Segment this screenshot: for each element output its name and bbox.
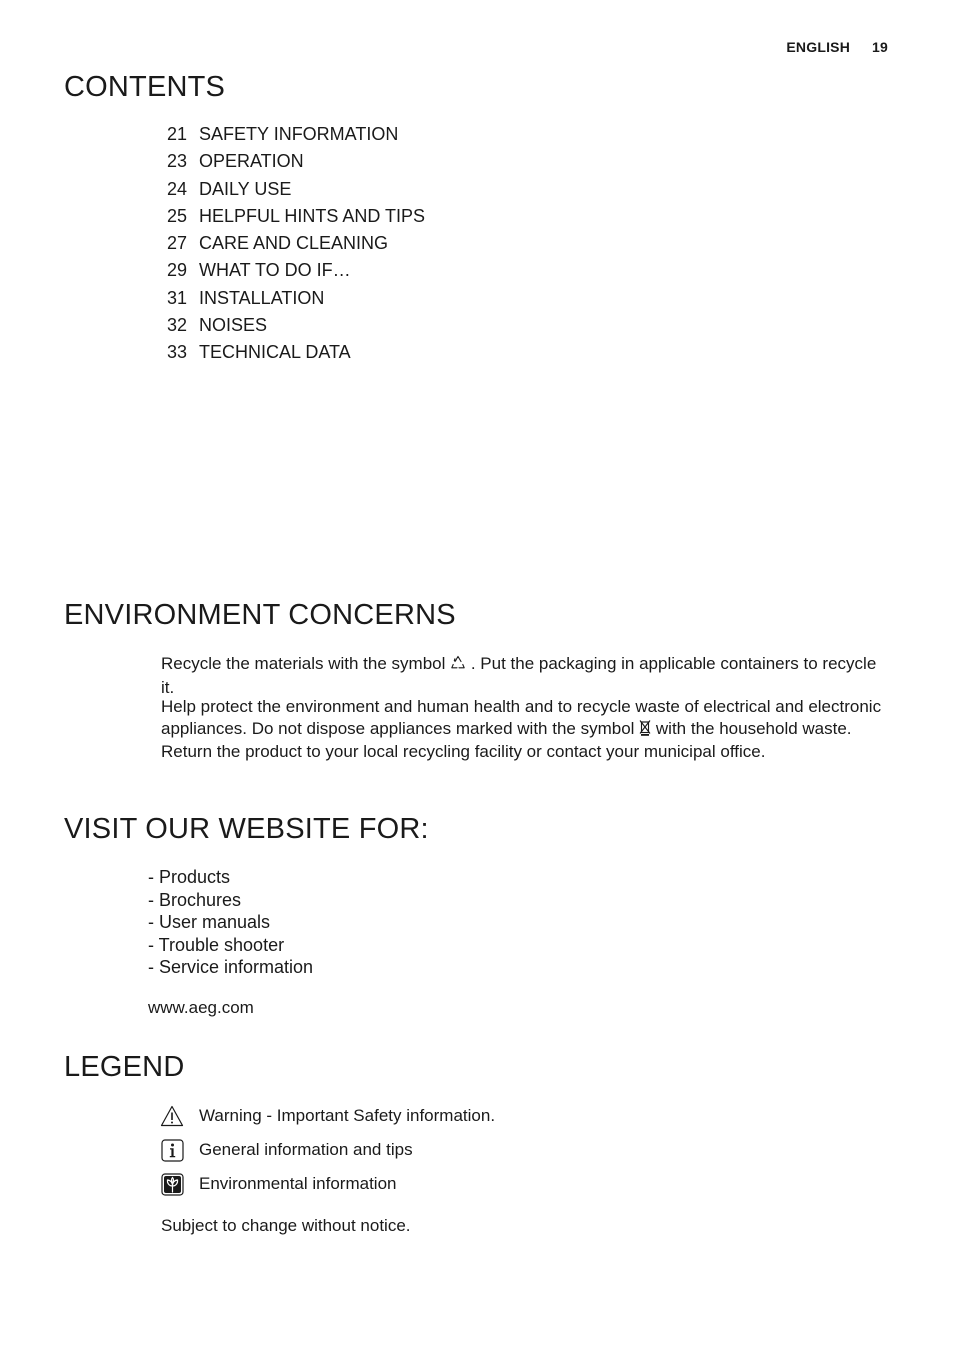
website-list — [148, 866, 313, 979]
toc-label: HELPFUL HINTS AND TIPS — [199, 205, 426, 226]
legend-item-warning — [160, 1104, 496, 1128]
toc-page-number: 24 — [166, 178, 187, 199]
environment-text: Recycle the materials with the symbol — [161, 654, 446, 673]
warning-icon — [160, 1104, 184, 1128]
toc-item[interactable] — [160, 148, 425, 175]
list-item: - Products — [148, 867, 231, 887]
legend-item-info — [160, 1138, 413, 1162]
legend-label: General information and tips — [199, 1140, 413, 1159]
environment-paragraph-2 — [161, 696, 891, 763]
toc-label: WHAT TO DO IF… — [199, 260, 351, 281]
environment-text: with the household waste. Return the product to your local recycling facility or contact your municipal office. — [161, 718, 852, 761]
toc-label: INSTALLATION — [199, 287, 325, 308]
toc-item[interactable] — [160, 203, 425, 230]
toc-label: SAFETY INFORMATION — [199, 124, 399, 144]
page-header — [786, 39, 888, 55]
toc-item[interactable] — [160, 121, 425, 148]
legend-item-environment — [160, 1172, 397, 1196]
toc-item[interactable] — [160, 285, 425, 312]
toc-page-number: 27 — [166, 233, 187, 254]
toc-label: CARE AND CLEANING — [199, 233, 389, 254]
table-of-contents — [160, 121, 425, 367]
toc-page-number: 33 — [166, 342, 187, 363]
website-url[interactable]: www.aeg.com — [148, 998, 254, 1017]
toc-page-number: 29 — [166, 260, 187, 281]
toc-page-number: 31 — [166, 287, 187, 308]
environment-heading: ENVIRONMENT CONCERNS — [64, 599, 456, 631]
toc-label: OPERATION — [199, 151, 304, 172]
info-icon — [160, 1138, 184, 1162]
environment-text: Help protect the environment and human health and to recycle waste of electrical and electronic appliances. Do not dispose appliances marked with the symbol — [161, 697, 882, 738]
legend-label: Environmental information — [199, 1174, 397, 1193]
toc-item[interactable] — [160, 257, 425, 284]
toc-label: DAILY USE — [199, 178, 292, 199]
toc-page-number: 23 — [166, 151, 187, 172]
page-number: 19 — [872, 39, 888, 55]
toc-item[interactable] — [160, 230, 425, 257]
change-notice: Subject to change without notice. — [161, 1216, 411, 1235]
recycle-icon — [450, 655, 466, 677]
legend-heading: LEGEND — [64, 1051, 185, 1083]
language-label: ENGLISH — [786, 39, 851, 55]
environment-text: . Put the packaging in applicable containers to recycle it. — [161, 654, 877, 697]
environment-paragraph-1 — [161, 653, 891, 698]
list-item: - Service information — [148, 957, 314, 978]
environment-icon — [160, 1172, 184, 1196]
toc-item[interactable] — [160, 312, 425, 339]
toc-item[interactable] — [160, 176, 425, 203]
toc-item[interactable] — [160, 339, 425, 366]
legend-label: Warning - Important Safety information. — [199, 1106, 496, 1125]
contents-heading: CONTENTS — [64, 71, 226, 103]
list-item: - Brochures — [148, 889, 242, 910]
crossed-bin-icon — [639, 719, 651, 742]
list-item: - Trouble shooter — [148, 934, 285, 955]
website-heading: VISIT OUR WEBSITE FOR: — [64, 813, 429, 845]
toc-page-number: 21 — [166, 124, 187, 144]
list-item: - User manuals — [148, 912, 271, 933]
toc-page-number: 32 — [166, 315, 187, 336]
toc-page-number: 25 — [166, 205, 187, 226]
toc-label: TECHNICAL DATA — [199, 342, 351, 363]
toc-label: NOISES — [199, 315, 268, 336]
